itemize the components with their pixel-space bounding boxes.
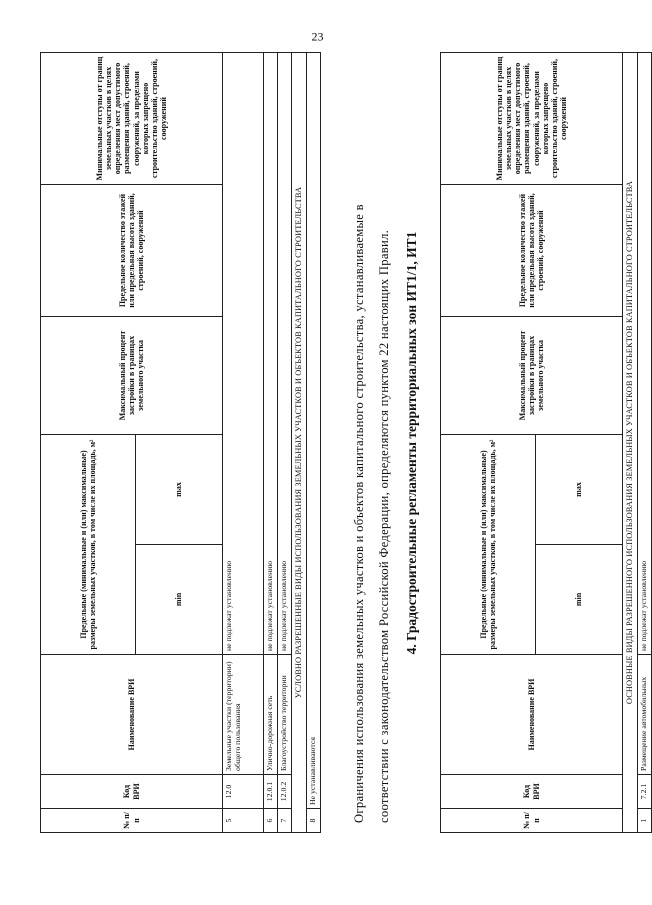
table-row xyxy=(223,52,264,832)
cell-name: Улично-дорожная сеть xyxy=(264,654,278,774)
cell-num: 5 xyxy=(223,808,264,832)
cell-num: 6 xyxy=(264,808,278,832)
cell-name: Размещение автомобильных xyxy=(637,654,651,774)
table-row xyxy=(264,52,278,832)
header-name: Наименование ВРИ xyxy=(41,654,223,774)
header-floors: Предельное количество этажей или предельная высота зданий, строений, сооружений xyxy=(441,184,623,316)
cell-num: 8 xyxy=(306,808,320,832)
cell-code: 12.0.1 xyxy=(264,774,278,808)
header-max: max xyxy=(136,434,223,544)
regulations-table-top xyxy=(40,52,321,833)
table-row xyxy=(637,52,651,832)
cell-name: Благоустройство территории xyxy=(277,654,291,774)
cell-num: 7 xyxy=(277,808,291,832)
header-min: min xyxy=(136,544,223,654)
header-setbacks: Минимальные отступы от границ земельных участков в целях определения мест допустимого размещения зданий, строений, сооружений, за пределами которых запрещено строительство зданий, строений, сооружений xyxy=(441,52,623,184)
section-row-main xyxy=(623,52,638,832)
table-row xyxy=(306,52,320,832)
cell-code: 7.2.1 xyxy=(637,774,651,808)
header-code: Код ВРИ xyxy=(41,774,223,808)
header-num: № п/п xyxy=(41,808,223,832)
header-num: № п/п xyxy=(441,808,623,832)
header-name: Наименование ВРИ xyxy=(441,654,623,774)
restrictions-note-line-1: Ограничения использования земельных участков и объектов капитального строительства, устанавливаемые в xyxy=(352,203,366,823)
section-row-conditional xyxy=(291,52,306,832)
header-coverage: Максимальный процент застройки в границах земельного участка xyxy=(41,316,223,434)
table-header-row xyxy=(441,52,536,832)
table-row xyxy=(277,52,291,832)
page-number: 23 xyxy=(311,29,324,43)
header-setbacks: Минимальные отступы от границ земельных участков в целях определения мест допустимого размещения зданий, строений, сооружений, за пределами которых запрещено строительство зданий, строений, сооружений xyxy=(41,52,223,184)
cell-value: не подлежат установлению xyxy=(637,52,651,654)
header-coverage: Максимальный процент застройки в границах земельного участка xyxy=(441,316,623,434)
section-title-main: ОСНОВНЫЕ ВИДЫ РАЗРЕШЕННОГО ИСПОЛЬЗОВАНИЯ ЗЕМЕЛЬНЫХ УЧАСТКОВ И ОБЪЕКТОВ КАПИТАЛЬНОГО СТРОИТЕЛЬСТВА xyxy=(623,52,638,832)
section-heading: 4. Градостроительные регламенты территориальных зон ИТ1/1, ИТ1 xyxy=(404,231,419,654)
table-header-row xyxy=(41,52,136,832)
header-size: Предельные (минимальные и (или) максимальные) размеры земельных участков, в том числе их площадь, м² xyxy=(41,434,136,654)
regulations-table-bottom xyxy=(440,52,652,833)
header-min: min xyxy=(536,544,623,654)
header-size: Предельные (минимальные и (или) максимальные) размеры земельных участков, в том числе их площадь, м² xyxy=(441,434,536,654)
cell-value: не подлежат установлению xyxy=(264,52,278,654)
cell-code: 12.0.2 xyxy=(277,774,291,808)
section-title-conditional: УСЛОВНО РАЗРЕШЕННЫЕ ВИДЫ ИСПОЛЬЗОВАНИЯ ЗЕМЕЛЬНЫХ УЧАСТКОВ И ОБЪЕКТОВ КАПИТАЛЬНОГО СТРОИТЕЛЬСТВА xyxy=(291,52,306,832)
cell-num: 1 xyxy=(637,808,651,832)
cell-code: 12.0 xyxy=(223,774,264,808)
cell-name: Земельные участки (территории) общего пользования xyxy=(223,654,264,774)
cell-name: Не устанавливаются xyxy=(306,52,320,808)
restrictions-note-line-2: соответствии с законодательством Российской Федерации, определяются пунктом 22 настоящих Правил. xyxy=(377,229,391,823)
header-code: Код ВРИ xyxy=(441,774,623,808)
header-floors: Предельное количество этажей или предельная высота зданий, строений, сооружений xyxy=(41,184,223,316)
rotated-page xyxy=(40,23,648,883)
cell-value: не подлежат установлению xyxy=(223,52,264,654)
header-max: max xyxy=(536,434,623,544)
cell-value: не подлежат установлению xyxy=(277,52,291,654)
